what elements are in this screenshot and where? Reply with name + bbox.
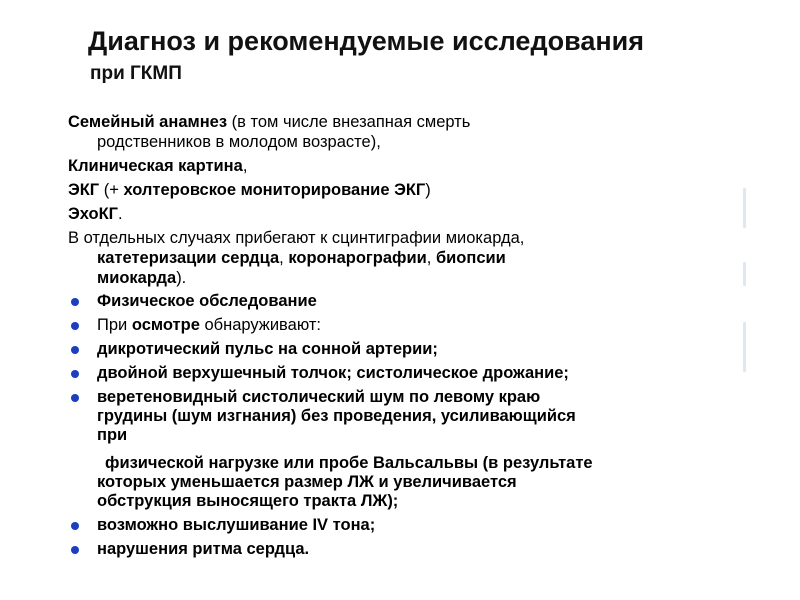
text: , <box>426 249 436 267</box>
text-bold: ЭКГ <box>68 181 100 199</box>
bullet-text: обструкция выносящего тракта ЛЖ); <box>97 492 399 510</box>
bullet-continuation <box>68 473 748 492</box>
bullet-text: физической нагрузке или пробе Вальсальвы (в результате <box>105 454 593 472</box>
text: В отдельных случаях прибегают к сцинтиграфии миокарда, <box>68 229 525 247</box>
text-line-echocg <box>68 204 748 224</box>
bullet-text: нарушения ритма сердца. <box>97 540 310 558</box>
bullet-text: Физическое обследование <box>97 292 317 310</box>
text: . <box>118 205 123 223</box>
bullet-continuation <box>68 426 748 445</box>
text-bold: катетеризации сердца <box>97 249 280 267</box>
bullet-text: дикротический пульс на сонной артерии; <box>97 340 438 358</box>
text-bold: Семейный анамнез <box>68 113 228 131</box>
text-bold: ЭхоКГ <box>68 205 119 223</box>
text-bold: миокарда <box>97 269 177 287</box>
text: родственников в молодом возрасте), <box>97 133 381 151</box>
bullet-dot-icon <box>71 346 79 354</box>
bullet-text: При <box>97 316 132 334</box>
slide-subtitle: при ГКМП <box>90 63 182 84</box>
text-bold: коронарографии <box>288 249 427 267</box>
text: (в том числе внезапная смерть <box>227 113 471 131</box>
bullet-dot-icon <box>71 370 79 378</box>
bullet-text-bold: осмотре <box>131 316 200 334</box>
bullet-item <box>68 388 748 407</box>
text-line-special-cases-cont <box>68 248 748 268</box>
bullet-continuation <box>68 454 748 473</box>
text-line-clinical-picture <box>68 156 748 176</box>
text-line-family-history-cont <box>68 132 748 152</box>
bullet-text: которых уменьшается размер ЛЖ и увеличивается <box>97 473 517 491</box>
bullet-item <box>68 340 748 359</box>
bullet-item <box>68 292 748 311</box>
text-bold: холтеровское мониторирование ЭКГ <box>123 181 426 199</box>
bullet-dot-icon <box>71 546 79 554</box>
bullet-dot-icon <box>71 298 79 306</box>
text: ) <box>425 181 431 199</box>
slide-title: Диагноз и рекомендуемые исследования <box>88 26 644 56</box>
bullet-text: обнаруживают: <box>199 316 321 334</box>
text-line-special-cases-end <box>68 268 748 288</box>
text-line-special-cases <box>68 228 748 248</box>
bullet-dot-icon <box>71 322 79 330</box>
text-line-family-history <box>68 112 748 132</box>
slide-body <box>68 112 748 564</box>
text: (+ <box>99 181 124 199</box>
bullet-item <box>68 364 748 383</box>
bullet-dot-icon <box>71 394 79 402</box>
bullet-text: возможно выслушивание IV тона; <box>97 516 376 534</box>
text: , <box>242 157 248 175</box>
bullet-item <box>68 316 748 335</box>
bullet-continuation <box>68 407 748 426</box>
bullet-continuation <box>68 492 748 511</box>
bullet-text: двойной верхушечный толчок; систолическое дрожание; <box>97 364 569 382</box>
text-bold: Клиническая картина <box>68 157 243 175</box>
bullet-item <box>68 540 748 559</box>
bullet-text: грудины (шум изгнания) без проведения, усиливающийся <box>97 407 576 425</box>
text: ). <box>176 269 187 287</box>
text-bold: биопсии <box>435 249 506 267</box>
bullet-text: при <box>97 426 128 444</box>
text-line-ecg <box>68 180 748 200</box>
bullet-dot-icon <box>71 522 79 530</box>
bullet-item <box>68 516 748 535</box>
text: , <box>279 249 289 267</box>
bullet-text: веретеновидный систолический шум по левому краю <box>97 388 541 406</box>
